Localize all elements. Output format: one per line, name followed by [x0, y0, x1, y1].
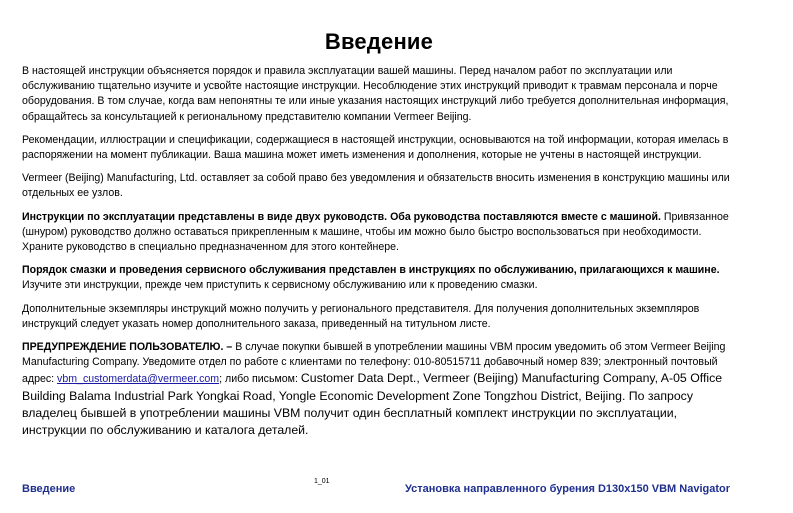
manuals-paragraph: [22, 210, 738, 256]
warning-address-text: Customer Data Dept., Vermeer (Beijing) Manufacturing Company, A-05 Office Building Balama Industrial Park Yongkai Road, Yongle Economic Development Zone Tongzhou District, Beijing. По запросу владелец бывшей в употреблении машины VBM получит один бесплатный комплект инструкции по эксплуатации, инструкции по обслуживанию и каталога деталей.: [22, 371, 723, 438]
copies-paragraph: Дополнительные экземпляры инструкций можно получить у регионального представителя. Для получения дополнительных экземпляров инструкций следует указать номер дополнительного заказа, приведенный на титульном листе.: [22, 302, 700, 330]
page-body: [22, 64, 738, 447]
footer-section-title: Введение: [22, 483, 76, 495]
warning-text: В случае покупки бывшей в употреблении машины VBM просим уведомить об этом Vermeer Beijing Manufacturing Company. Уведомите отдел по работе с клиентами по телефону: 010-80515711 добавочный номер 839; электронный почтовый адрес:: [22, 341, 726, 386]
warning-label: ПРЕДУПРЕЖДЕНИЕ ПОЛЬЗОВАТЕЛЮ. –: [22, 341, 233, 354]
page-number: 1_01: [314, 478, 330, 485]
manuals-text: Привязанное (шнуром) руководство должно оставаться прикрепленным к машине, чтобы им можно было быстро воспользоваться при необходимости. Храните руководство в специально предназначенном для этого контейнере.: [22, 210, 729, 254]
footer-product-title: Установка направленного бурения D130x150 VBM Navigator: [404, 483, 730, 495]
manuals-bold-text: Инструкции по эксплуатации представлены в виде двух руководств. Оба руководства поставляются вместе с машиной.: [22, 210, 661, 223]
warning-text-mail: ; либо письмом:: [219, 373, 301, 386]
lubrication-text: Изучите эти инструкции, прежде чем приступить к сервисному обслуживанию или к проведению смазки.: [22, 279, 538, 292]
recommendations-paragraph: Рекомендации, иллюстрации и спецификации, содержащиеся в настоящей инструкции, основываются на той информации, которая имелась в распоряжении на момент публикации. Ваша машина может иметь изменения и дополнения, которые не учтены в настоящей инструкции.: [22, 133, 729, 162]
lubrication-bold-text: Порядок смазки и проведения сервисного обслуживания представлен в инструкциях по обслуживанию, прилагающихся к машине.: [22, 264, 720, 277]
email-link[interactable]: vbm_customerdata@vermeer.com: [57, 373, 220, 386]
page-title: Введение: [324, 29, 434, 54]
warning-paragraph: [22, 340, 738, 439]
lubrication-paragraph: [22, 263, 738, 293]
rights-paragraph: Vermeer (Beijing) Manufacturing, Ltd. оставляет за собой право без уведомления и обязательств вносить изменения в конструкцию машины или отдельных ее узлов.: [22, 172, 730, 200]
intro-paragraph: В настоящей инструкции объясняется порядок и правила эксплуатации вашей машины. Перед началом работ по эксплуатации или обслуживанию тщательно изучите и усвойте настоящие инструкции. Несоблюдение этих инструкций приводит к травмам персонала и порче оборудования. В том случае, когда вам непонятны те или иные указания настоящих инструкций либо требуется дополнительная информация, обращайтесь за консультацией к региональному представителю компании Vermeer Beijing.: [22, 65, 729, 123]
